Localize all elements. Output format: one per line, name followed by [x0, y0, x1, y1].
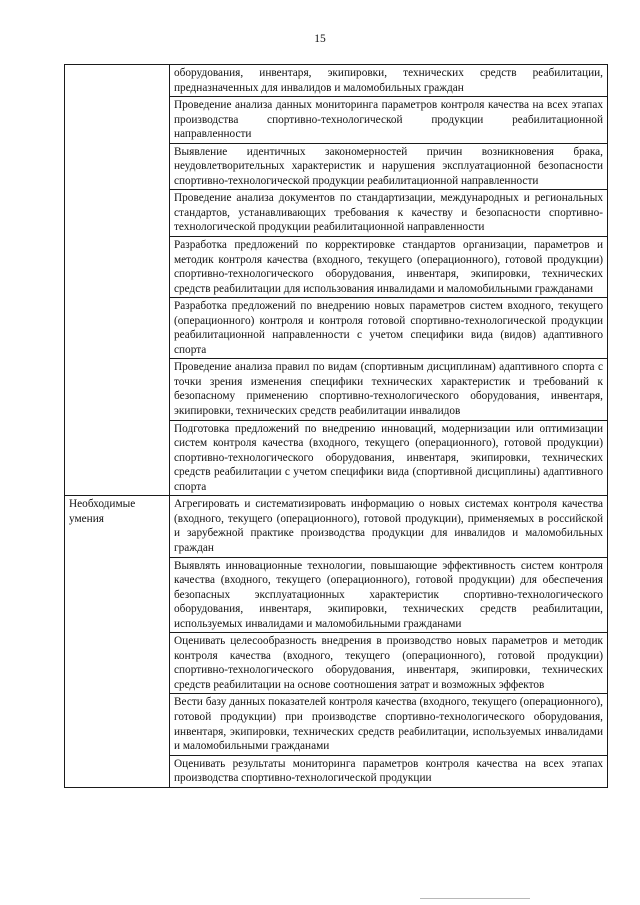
table-cell: Проведение анализа документов по стандартизации, международных и региональных стандартов, устанавливающих требования к качеству и безопасности спортивно-технологической продукции реабилитационной направленности — [170, 190, 608, 237]
table-cell: Агрегировать и систематизировать информацию о новых системах контроля качества (входного, текущего (операционного), готовой продукции), применяемых в российской и зарубежной практике производства продукции для инвалидов и маломобильных граждан — [170, 496, 608, 557]
section-label — [65, 65, 170, 496]
table-cell: оборудования, инвентаря, экипировки, технических средств реабилитации, предназначенных для инвалидов и маломобильных граждан — [170, 65, 608, 97]
table-cell: Оценивать результаты мониторинга параметров контроля качества на всех этапах производства спортивно-технологической продукции — [170, 755, 608, 787]
table-cell: Выявлять инновационные технологии, повышающие эффективность систем контроля качества (входного, текущего (операционного), готовой продукции) для обеспечения безопасных эксплуатационных характеристик спортивно-технологического оборудования, инвентаря, экипировки, технических средств реабилитации, используемых инвалидами и маломобильными гражданами — [170, 557, 608, 633]
requirements-table — [64, 64, 608, 788]
table-cell: Проведение анализа данных мониторинга параметров контроля качества на всех этапах производства спортивно-технологической продукции реабилитационной направленности — [170, 97, 608, 144]
table-row — [65, 65, 608, 97]
page-number: 15 — [314, 33, 326, 45]
table-cell: Оценивать целесообразность внедрения в производство новых параметров и методик контроля качества (входного, текущего (операционного), готовой продукции) спортивно-технологического оборудования, инвентаря, экипировки, технических средств реабилитации на основе соотношения затрат и возможных эффектов — [170, 633, 608, 694]
table-cell: Разработка предложений по внедрению новых параметров систем входного, текущего (операционного) контроля и контроля готовой спортивно-технологической продукции реабилитационной направленности с учетом специфики вида (видов) адаптивного спорта — [170, 298, 608, 359]
section-label: Необходимые умения — [65, 496, 170, 787]
table-cell: Разработка предложений по корректировке стандартов организации, параметров и методик контроля качества (входного, текущего (операционного), готовой продукции) спортивно-технологического оборудования, инвентаря, экипировки, технических средств реабилитации для использования инвалидами и маломобильными гражданами — [170, 237, 608, 298]
table-cell: Выявление идентичных закономерностей причин возникновения брака, неудовлетворительных характеристик и нарушения эксплуатационной безопасности спортивно-технологической продукции реабилитационной направленности — [170, 143, 608, 190]
table-row — [65, 496, 608, 557]
table-cell: Подготовка предложений по внедрению инноваций, модернизации или оптимизации систем контроля качества (входного, текущего (операционного), готовой продукции) спортивно-технологического оборудования, инвентаря, экипировки, технических средств реабилитации с учетом специфики вида (спортивной дисциплины) адаптивного спорта — [170, 420, 608, 496]
table-cell: Вести базу данных показателей контроля качества (входного, текущего (операционного), готовой продукции) при производстве спортивно-технологического оборудования, инвентаря, экипировки, технических средств реабилитации, используемых инвалидами и маломобильными гражданами — [170, 694, 608, 755]
scan-artifact — [420, 898, 530, 899]
table-cell: Проведение анализа правил по видам (спортивным дисциплинам) адаптивного спорта с точки зрения изменения специфики технических характеристик и требований к безопасному применению спортивно-технологического оборудования, инвентаря, экипировки, технических средств реабилитации инвалидов — [170, 359, 608, 420]
